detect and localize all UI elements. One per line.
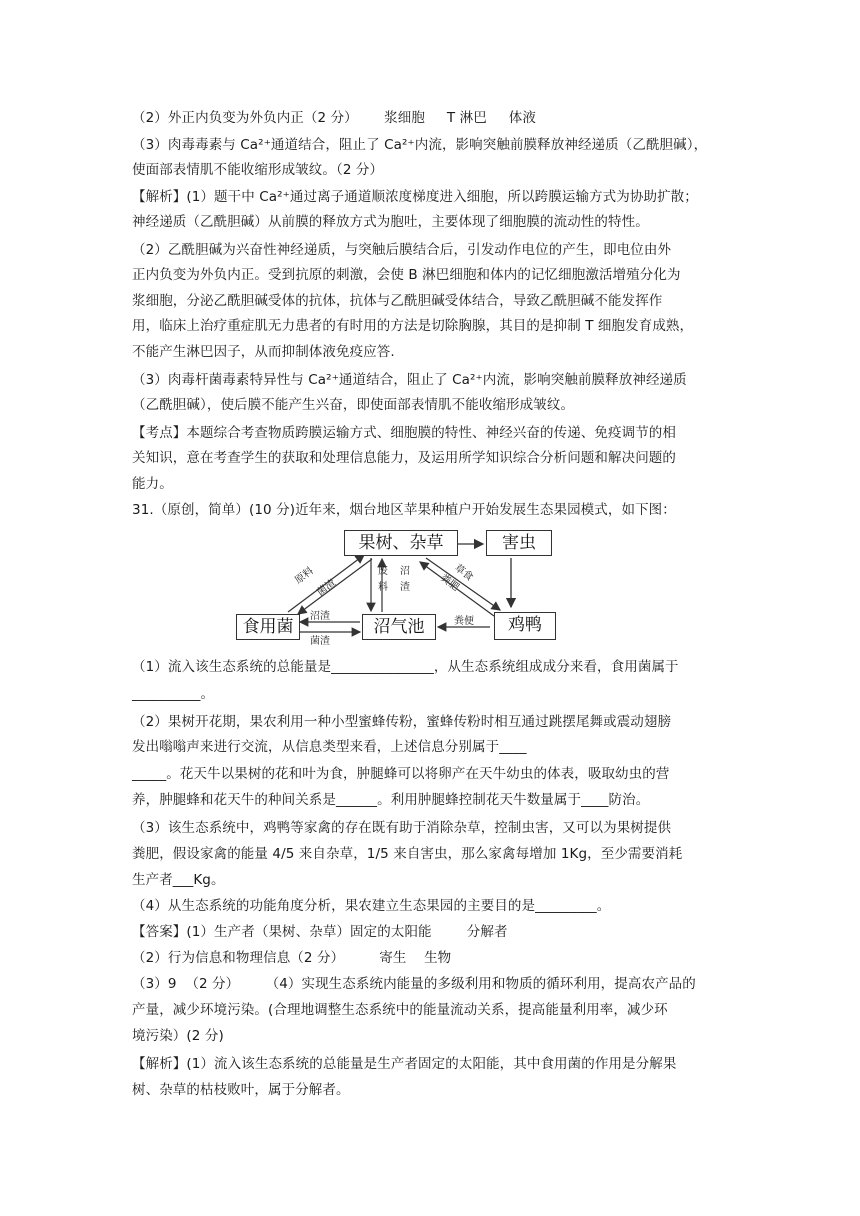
label-fungus-residue: 菌渣 [315,577,338,599]
node-fruit-trees-weeds: 果树、杂草 [344,530,458,556]
text-line: （2）外正内负变为外负内正（2 分） 浆细胞 T 淋巴 体液 [132,110,536,126]
text-line: （4）从生态系统的功能角度分析，果农建立生态果园的主要目的是_________。 [132,898,611,914]
label-feces: 粪便 [454,616,474,627]
node-biogas-digester: 沼气池 [362,614,436,640]
text-line: __________。 [132,686,215,702]
label-biogas-2: 渣 [400,582,410,593]
text-line: 神经递质（乙酰胆碱）从前膜的释放方式为胞吐，主要体现了细胞膜的流动性的特性。 [132,214,649,230]
text-line: 【考点】本题综合考查物质跨膜运输方式、细胞膜的特性、神经兴奋的传递、免疫调节的相 [132,425,676,441]
text-line: 浆细胞，分泌乙酰胆碱受体的抗体，抗体与乙酰胆碱受体结合，导致乙酰胆碱不能发挥作 [132,293,663,309]
text-line: 境污染）(2 分) [132,1028,224,1044]
text-line: （3）9 （2 分） （4）实现生态系统内能量的多级利用和物质的循环利用，提高农产品的 [132,976,696,992]
text-line: （3）肉毒杆菌毒素特异性与 Ca²⁺通道结合，阻止了 Ca²⁺内流，影响突触前膜释放神经递质 [132,372,687,388]
eco-orchard-diagram [232,524,572,646]
text-line: 生产者___Kg。 [132,872,225,888]
node-edible-fungi: 食用菌 [236,614,300,640]
text-line: _____。花天牛以果树的花和叶为食，肿腿蜂可以将卵产在天牛幼虫的体表，吸取幼虫的营 [132,766,670,782]
text-line: 产量，减少环境污染。(合理地调整生态系统中的能量流动关系，提高能量利用率，减少环 [132,1002,668,1018]
label-biogas-1: 沼 [400,566,410,577]
node-chickens-ducks: 鸡鸭 [494,612,556,640]
text-line: 用，临床上治疗重症肌无力患者的有时用的方法是切除胸腺，其目的是抑制 T 细胞发育成熟， [132,318,694,334]
text-line: （1）流入该生态系统的总能量是_______________，从生态系统组成成分来看，食用菌属于 [132,659,679,675]
text-line: （乙酰胆碱），使后膜不能产生兴奋，即使面部表情肌不能收缩形成皱纹。 [132,397,575,413]
text-line: 能力。 [132,476,173,492]
text-line: （2）乙酰胆碱为兴奋性神经递质，与突触后膜结合后，引发动作电位的产生，即电位由外 [132,242,672,258]
text-line: 关知识，意在考查学生的获取和处理信息能力，及运用所学知识综合分析问题和解决问题的 [132,450,676,466]
text-line: （2）行为信息和物理信息（2 分） 寄生 生物 [132,950,452,966]
label-waste-2: 料 [378,582,388,593]
text-line: （3）肉毒毒素与 Ca²⁺通道结合，阻止了 Ca²⁺内流，影响突触前膜释放神经递质（乙酰胆碱）， [132,137,708,153]
text-line: 31.（原创，简单）(10 分)近年来，烟台地区苹果种植户开始发展生态果园模式，如下图： [132,502,676,518]
label-herbivory: 草食 [452,562,475,584]
text-line: 不能产生淋巴因子，从而抑制体液免疫应答. [132,344,395,360]
text-line: 粪肥，假设家禽的能量 4/5 来自杂草，1/5 来自害虫，那么家禽每增加 1Kg，至少需要消耗 [132,846,683,862]
text-line: 【答案】(1）生产者（果树、杂草）固定的太阳能 分解者 [132,924,508,940]
text-line: 【解析】(1）题干中 Ca²⁺通过离子通道顺浓度梯度进入细胞，所以跨膜运输方式为协助扩散； [132,189,698,205]
label-manure: 粪肥 [438,572,461,594]
text-line: 【解析】(1）流入该生态系统的总能量是生产者固定的太阳能，其中食用菌的作用是分解果 [132,1056,677,1072]
text-line: 树、杂草的枯枝败叶，属于分解者。 [132,1082,350,1098]
label-waste-1: 废 [378,566,388,577]
text-line: 使面部表情肌不能收缩形成皱纹。（2 分） [132,162,384,178]
text-line: 发出嗡嗡声来进行交流，从信息类型来看，上述信息分别属于____ [132,739,527,755]
text-line: （3）该生态系统中，鸡鸭等家禽的存在既有助于消除杂草，控制虫害，又可以为果树提供 [132,820,672,836]
text-line: 正内负变为外负内正。受到抗原的刺激，会使 B 淋巴细胞和体内的记忆细胞激活增殖分化为 [132,267,681,283]
label-fungus-residue-2: 菌渣 [310,636,330,646]
text-line: （2）果树开花期，果农利用一种小型蜜蜂传粉，蜜蜂传粉时相互通过跳摆尾舞或震动翅膀 [132,714,672,730]
text-line: 养，肿腿蜂和花天牛的种间关系是______。利用肿腿蜂控制花天牛数量属于____防治。 [132,792,650,808]
label-biogas-residue: 沼渣 [310,611,330,622]
label-raw-material: 原料 [293,565,316,587]
node-pests: 害虫 [486,530,552,556]
